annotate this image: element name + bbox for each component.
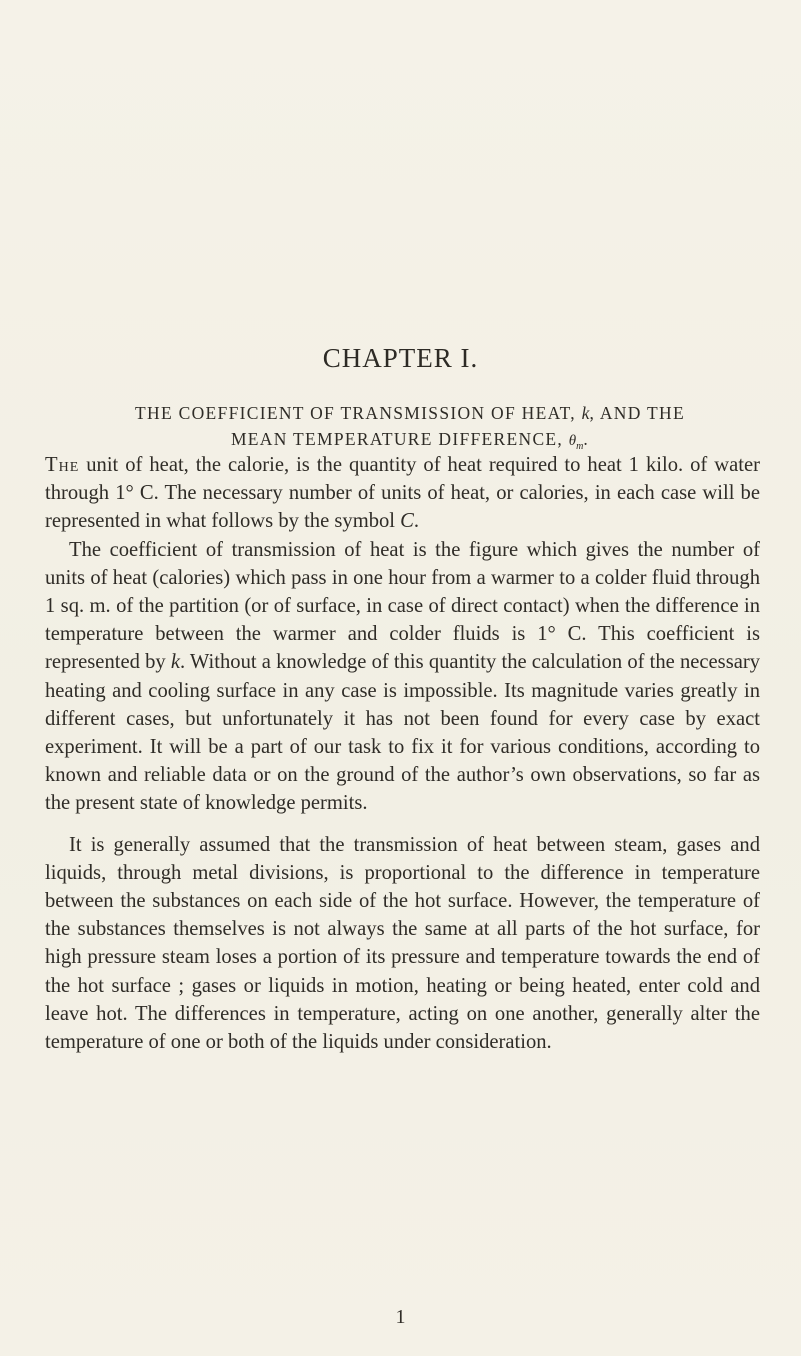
paragraph-1-lead: The xyxy=(45,454,80,476)
chapter-title-line-1 xyxy=(60,400,760,426)
chapter-heading: CHAPTER I. xyxy=(322,343,479,373)
title-symbol-k: k xyxy=(581,403,590,423)
title-line-2-end: . xyxy=(583,429,590,449)
symbol-c: C xyxy=(400,510,414,533)
title-line-2-text: MEAN TEMPERATURE DIFFERENCE, xyxy=(230,429,564,449)
symbol-k: k xyxy=(170,651,180,674)
title-line-1-text: THE COEFFICIENT OF TRANSMISSION OF HEAT, xyxy=(135,403,576,423)
page-number: 1 xyxy=(395,1306,406,1328)
title-line-1-end: , AND THE xyxy=(589,403,685,423)
body-text xyxy=(45,451,760,1056)
title-symbol-theta: $\theta_m$ xyxy=(568,433,584,452)
paragraph-1: The unit of heat, the calorie, is the quantity of heat required to heat 1 kilo. of water through 1° C. The necessary number of units of heat, or calories, in each case will be represented in what follows by the symbol C. xyxy=(45,454,760,533)
paragraph-3: It is generally assumed that the transmission of heat between steam, gases and liquids, through metal divisions, is proportional to the difference in temperature between the substances on each side of the hot surface. However, the temperature of the substances themselves is not always the same at all parts of the hot surface, for high pressure steam loses a portion of its pressure and temperature towards the end of the hot surface ; gases or liquids in motion, heating or being heated, enter cold and leave hot. The differences in temperature, acting on one another, generally alter the temperature of one or both of the liquids under consideration. xyxy=(45,833,760,1054)
paragraph-2: The coefficient of transmission of heat is the figure which gives the number of units of heat (calories) which pass in one hour from a warmer to a colder fluid through 1 sq. m. of the partition (or of surface, in case of direct contact) when the difference in temperature between the warmer and colder fluids is 1° C. This coefficient is represented by k. Without a knowledge of this quantity the calculation of the necessary heating and cooling surface in any case is impossible. Its magnitude varies greatly in different cases, but unfortunately it has not been found for every case by exact experiment. It will be a part of our task to fix it for various conditions, according to known and reliable data or on the ground of the author’s own observations, so far as the present state of knowledge permits. xyxy=(45,538,761,815)
